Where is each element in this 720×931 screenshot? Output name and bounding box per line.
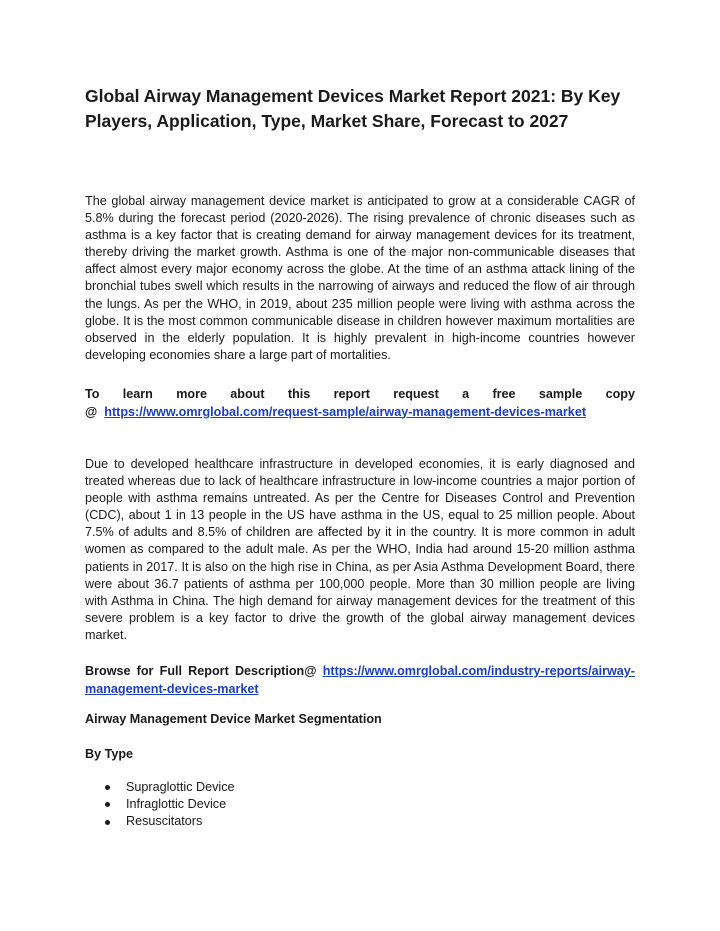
sample-request-block — [85, 386, 635, 421]
full-report-link[interactable]: https://www.omrglobal.com/industry-reports/airway-management-devices-market — [85, 664, 636, 696]
bullet-icon — [105, 785, 110, 790]
sample-request-link[interactable]: https://www.omrglobal.com/request-sample/airway-management-devices-market — [104, 404, 587, 419]
sample-word: learn — [122, 387, 153, 401]
sample-word: about — [230, 387, 265, 401]
list-item-label: Infraglottic Device — [126, 797, 227, 812]
sample-link-line — [85, 404, 635, 422]
type-list — [105, 779, 235, 831]
sample-word: report — [333, 387, 370, 401]
sample-word: a — [462, 387, 470, 401]
sample-request-text — [85, 386, 635, 404]
report-title: Global Airway Management Devices Market Report 2021: By Key Players, Application, Type, Market Share, Forecast to 2027 — [85, 86, 621, 131]
list-item-label: Supraglottic Device — [126, 780, 235, 794]
list-item — [105, 779, 235, 796]
sample-word: free — [492, 387, 516, 401]
list-item — [105, 796, 235, 813]
market-paragraph: Due to developed healthcare infrastructure in developed economies, it is early diagnosed and treated whereas due to lack of healthcare infrastructure in low-income countries a major portion of people with asthma remains untreated. As per the Centre for Diseases Control and Prevention (CDC), about 1 in 13 people in the US have asthma in the US, equal to 25 million people. About 7.5% of adults and 8.5% of children are affected by it in the country. It is more common in adult women as compared to the adult male. As per the WHO, India had around 15-20 million asthma patients in 2017. It is also on the high rise in China, as per Asia Asthma Development Board, there were about 36.7 patients of asthma per 100,000 people. More than 30 million people are living with Asthma in China. The high demand for airway management devices for the treatment of this severe problem is a key factor to drive the growth of the global airway management devices market. — [85, 457, 635, 642]
bullet-icon — [105, 802, 110, 807]
sample-word: this — [287, 387, 311, 401]
sample-word: request — [393, 387, 439, 401]
full-report-block — [85, 663, 635, 698]
list-item — [105, 813, 235, 830]
full-report-label: Browse for Full Report Description@ — [85, 664, 317, 678]
at-symbol: @ — [85, 404, 98, 419]
by-type-heading: By Type — [85, 747, 134, 761]
sample-word: To — [85, 387, 100, 401]
sample-word: more — [176, 387, 207, 401]
bullet-icon — [105, 820, 110, 825]
intro-paragraph: The global airway management device market is anticipated to grow at a considerable CAGR of 5.8% during the forecast period (2020-2026). The rising prevalence of chronic diseases such as asthma is a key factor that is creating demand for airway management devices for its treatment, thereby driving the market growth. Asthma is one of the major non-communicable diseases that affect almost every major economy across the globe. At the time of an asthma attack lining of the bronchial tubes swell which results in the narrowing of airways and reduced the flow of air through the lungs. As per the WHO, in 2019, about 235 million people were living with asthma across the globe. It is the most common communicable disease in children however maximum mortalities are observed in the elderly population. It is highly prevalent in high-income countries however developing economies share a large part of mortalities. — [85, 194, 635, 362]
sample-word: copy — [605, 387, 635, 401]
segmentation-heading: Airway Management Device Market Segmentation — [85, 712, 382, 726]
list-item-label: Resuscitators — [126, 814, 203, 829]
sample-word: sample — [538, 387, 583, 401]
